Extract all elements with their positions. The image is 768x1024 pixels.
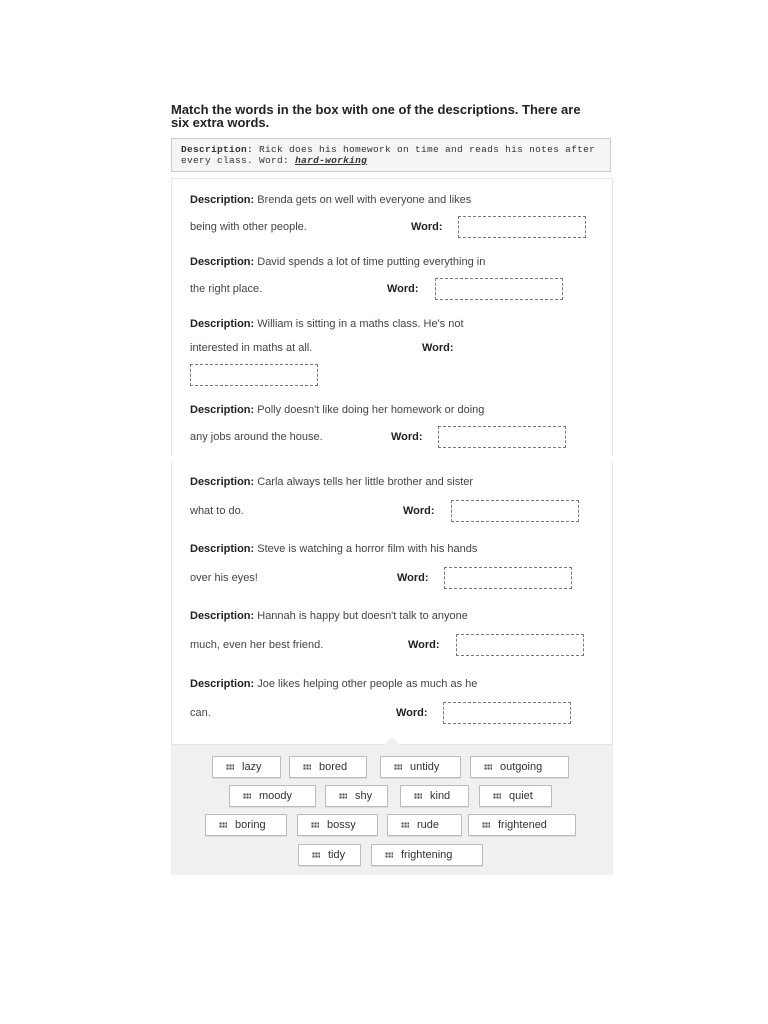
instructions: Match the words in the box with one of the descriptions. There are six extra words. (171, 102, 581, 130)
word-chip-frightening[interactable]: frightening (371, 844, 483, 866)
description-line: what to do. (190, 505, 244, 517)
description-line: the right place. (190, 283, 263, 295)
description-line: Description: Hannah is happy but doesn't talk to anyone (190, 610, 468, 622)
description-line: Description: William is sitting in a maths class. He's not (190, 318, 464, 330)
word-chip-quiet[interactable]: quiet (479, 785, 552, 807)
description-line: Description: David spends a lot of time putting everything in (190, 256, 486, 268)
answer-drop-zone[interactable] (190, 364, 318, 386)
drag-handle-icon (312, 852, 320, 858)
word-label: Word: (411, 221, 443, 233)
word-bank-pointer (384, 737, 400, 745)
drag-handle-icon (482, 822, 490, 828)
word-chip-shy[interactable]: shy (325, 785, 388, 807)
drag-handle-icon (394, 764, 402, 770)
example-word-label: Word: (259, 155, 290, 166)
description-line: over his eyes! (190, 572, 258, 584)
word-chip-untidy[interactable]: untidy (380, 756, 461, 778)
description-line: Description: Brenda gets on well with everyone and likes (190, 194, 472, 206)
answer-drop-zone[interactable] (456, 634, 584, 656)
word-label: Word: (387, 283, 419, 295)
word-label: Word: (422, 342, 454, 354)
word-label: Word: (396, 707, 428, 719)
drag-handle-icon (339, 793, 347, 799)
drag-handle-icon (401, 822, 409, 828)
word-chip-frightened[interactable]: frightened (468, 814, 576, 836)
drag-handle-icon (493, 793, 501, 799)
word-chip-kind[interactable]: kind (400, 785, 469, 807)
drag-handle-icon (484, 764, 492, 770)
example-description-label: Description: (181, 144, 254, 155)
drag-handle-icon (219, 822, 227, 828)
word-label: Word: (408, 639, 440, 651)
word-chip-bossy[interactable]: bossy (297, 814, 378, 836)
description-line: Description: Polly doesn't like doing her homework or doing (190, 404, 485, 416)
drag-handle-icon (385, 852, 393, 858)
description-line: much, even her best friend. (190, 639, 324, 651)
description-line: being with other people. (190, 221, 307, 233)
answer-drop-zone[interactable] (458, 216, 586, 238)
word-label: Word: (397, 572, 429, 584)
word-label: Word: (403, 505, 435, 517)
answer-drop-zone[interactable] (444, 567, 572, 589)
word-chip-outgoing[interactable]: outgoing (470, 756, 569, 778)
description-line: interested in maths at all. (190, 342, 313, 354)
example-description-text: Rick does his homework on time and reads his notes after every class. (181, 144, 596, 166)
word-chip-rude[interactable]: rude (387, 814, 462, 836)
example-word-answer: hard-working (295, 155, 368, 166)
description-line: Description: Joe likes helping other people as much as he (190, 678, 478, 690)
word-chip-bored[interactable]: bored (289, 756, 367, 778)
example-box (171, 138, 611, 172)
questions-panel-2 (171, 461, 613, 745)
description-line: can. (190, 707, 211, 719)
word-label: Word: (391, 431, 423, 443)
questions-panel-1 (171, 178, 613, 455)
description-line: any jobs around the house. (190, 431, 323, 443)
drag-handle-icon (311, 822, 319, 828)
drag-handle-icon (226, 764, 234, 770)
answer-drop-zone[interactable] (451, 500, 579, 522)
drag-handle-icon (303, 764, 311, 770)
answer-drop-zone[interactable] (438, 426, 566, 448)
drag-handle-icon (243, 793, 251, 799)
description-line: Description: Carla always tells her little brother and sister (190, 476, 474, 488)
word-bank (171, 745, 613, 875)
description-line: Description: Steve is watching a horror film with his hands (190, 543, 478, 555)
word-chip-tidy[interactable]: tidy (298, 844, 361, 866)
drag-handle-icon (414, 793, 422, 799)
word-chip-moody[interactable]: moody (229, 785, 316, 807)
answer-drop-zone[interactable] (443, 702, 571, 724)
answer-drop-zone[interactable] (435, 278, 563, 300)
word-chip-boring[interactable]: boring (205, 814, 287, 836)
word-chip-lazy[interactable]: lazy (212, 756, 281, 778)
